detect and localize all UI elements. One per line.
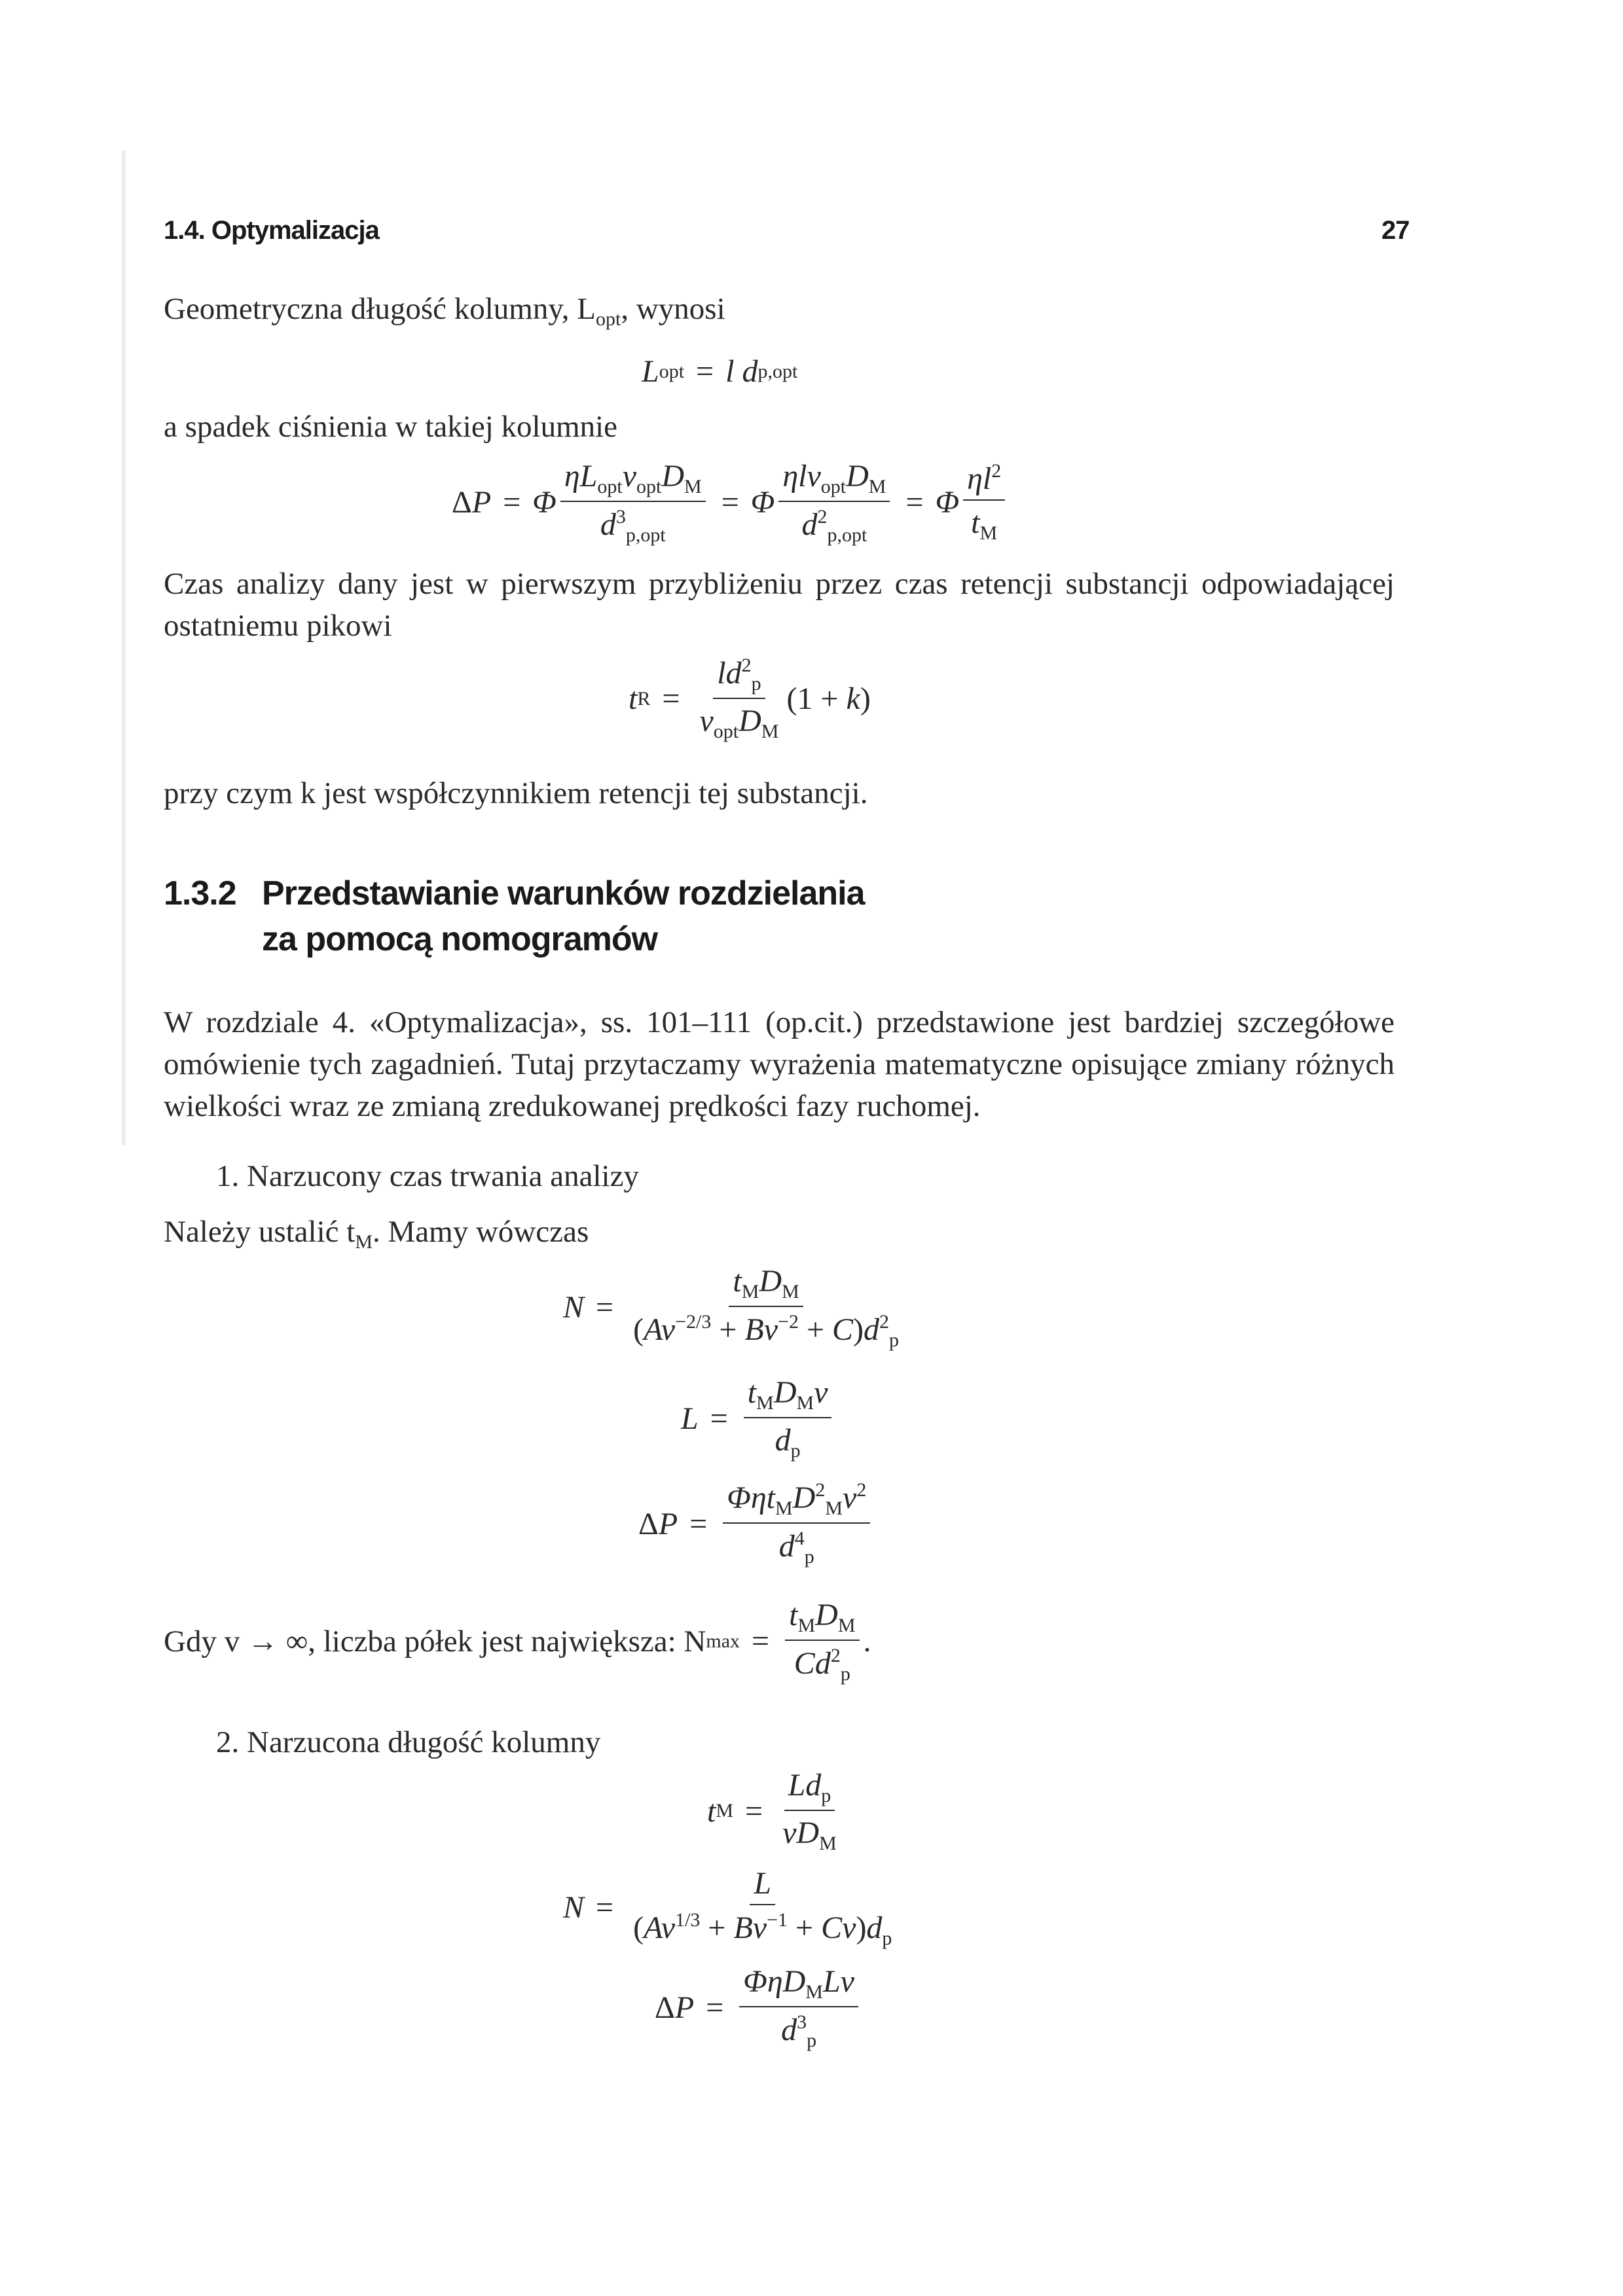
paragraph-text: Gdy v → ∞, liczba półek jest największa: N [164,1624,706,1659]
section-title-line1: Przedstawianie warunków rozdzielania [262,874,865,912]
paragraph-subscript: M [355,1231,373,1253]
section-title-line2: za pomocą nomogramów [262,920,658,958]
equation-tm-fixed-length: t M = $\frac{Ld_p}{vD_M}$ [707,1768,837,1854]
list-item-fixed-time: 1. Narzucony czas trwania analizy [216,1159,639,1193]
paragraph-max-plates: Gdy v → ∞, liczba półek jest największa: N max = $\frac{t_MD_M}{Cd^2_p}$ . [164,1598,871,1685]
paragraph-retention-factor: przy czym k jest współczynnikiem retencji tej substancji. [164,776,868,810]
scan-margin-shadow [122,151,126,1145]
paragraph-pressure-drop: a spadek ciśnienia w takiej kolumnie [164,410,618,444]
list-item-fixed-length: 2. Narzucona długość kolumny [216,1725,601,1759]
paragraph-subscript: max [706,1630,740,1652]
equation-n-fixed-time: N = $\frac{t_MD_M}{(Av^{-2/3} + Bv^{-2} + C)d^2_p}$ [563,1264,900,1351]
page-number: 27 [1381,216,1410,245]
section-number: 1.3.2 [164,874,236,912]
equation-l-opt: L opt = l d p,opt [642,354,798,389]
paragraph-section-intro: W rozdziale 4. «Optymalizacja», ss. 101–111 (op.cit.) przedstawione jest bardziej szczegółowe omówienie tych zagadnień. Tutaj przytaczamy wyrażenia matematyczne opisujące zmiany różnych wielkości wraz ze zmianą zredukowanej prędkości fazy ruchomej. [164,1005,1395,1123]
paragraph-subscript: opt [596,308,621,330]
equation-l-fixed-time: L = $\frac{t_MD_Mv}{d_p}$ [681,1374,835,1462]
paragraph-text: Geometryczna długość kolumny, L [164,292,596,326]
equation-delta-p-opt: ΔP = Φ $\frac{\eta L_{opt}v_{opt}D_M}{d^3_{p,opt}}$ = Φ $\frac{\eta lv_{opt}D_M}{d^2_{p,opt}}$ = Φ $\frac{\eta l^2}{t_M}$ [452,458,1009,547]
equation-delta-p-fixed-time: ΔP = $\frac{\Phi\eta t_MD^2_Mv^2}{d^4_p}$ [638,1479,874,1568]
paragraph-set-tm [164,1211,589,1263]
equation-n-fixed-length: N = $\frac{L}{(Av^{1/3} + Bv^{-1} + Cv)d_p}$ [563,1866,892,1949]
paragraph-text-end: , wynosi [621,292,725,326]
paragraph-column-length [164,288,725,340]
equation-retention-time: t R = $\frac{ld^2_p}{v_{opt}D_M}$ (1 + k) [629,655,871,742]
running-header-section: 1.4. Optymalizacja [164,216,379,245]
paragraph-text: Należy ustalić t [164,1215,356,1249]
equation-delta-p-fixed-length: ΔP = $\frac{\Phi\eta D_MLv}{d^3_p}$ [655,1964,862,2052]
paragraph-analysis-time: Czas analizy dany jest w pierwszym przybliżeniu przez czas retencji substancji odpowiadającej ostatniemu pikowi [164,567,1395,643]
paragraph-text-end: . Mamy wówczas [373,1215,589,1249]
